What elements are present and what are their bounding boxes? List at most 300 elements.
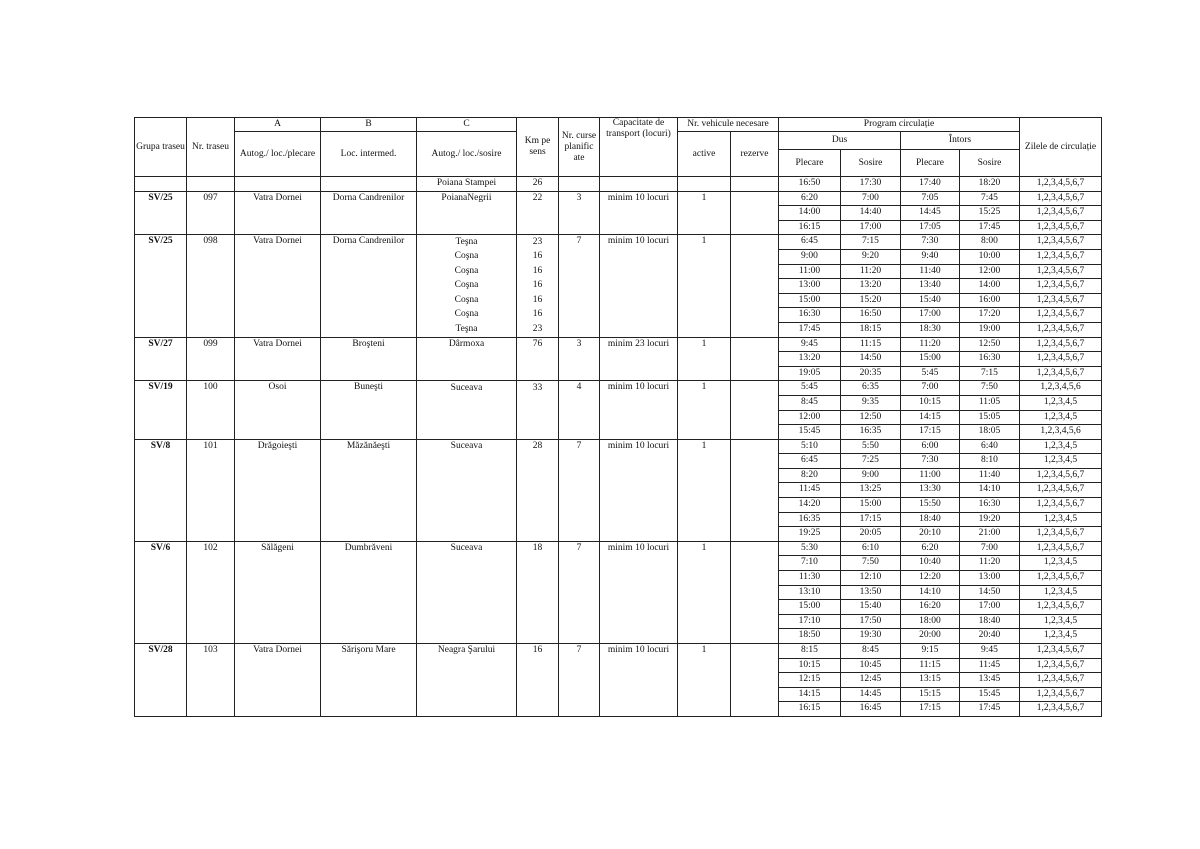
cell-km: 16 [517, 249, 559, 264]
cell-active: 1 [678, 381, 731, 439]
cell-dus-plecare: 5:30 [779, 541, 841, 556]
cell-zile: 1,2,3,4,5,6,7 [1020, 600, 1102, 615]
cell-km [517, 410, 559, 425]
cell-nr-curse: 3 [559, 337, 600, 381]
cell-dus-sosire: 9:20 [841, 249, 901, 264]
cell-dus-sosire: 17:15 [841, 512, 901, 527]
cell-dus-plecare: 12:15 [779, 673, 841, 688]
cell-dus-plecare: 9:45 [779, 337, 841, 352]
cell-intors-plecare: 13:15 [901, 673, 960, 688]
header-intors-sosire: Sosire [960, 150, 1020, 177]
cell-dus-plecare: 17:10 [779, 614, 841, 629]
cell-km: 16 [517, 293, 559, 308]
cell-intors-plecare: 15:40 [901, 293, 960, 308]
cell-loc-plecare: Vatra Dornei [235, 337, 321, 381]
cell-nr-traseu: 100 [187, 381, 235, 439]
cell-zile: 1,2,3,4,5,6,7 [1020, 249, 1102, 264]
header-dus: Dus [779, 132, 901, 150]
cell-km [517, 425, 559, 440]
cell-rezerve [731, 337, 779, 381]
cell-zile: 1,2,3,4,5,6 [1020, 381, 1102, 396]
cell-loc-sosire [417, 410, 517, 425]
cell-intors-sosire: 15:05 [960, 410, 1020, 425]
cell-intors-plecare: 18:30 [901, 322, 960, 337]
cell-zile: 1,2,3,4,5 [1020, 454, 1102, 469]
cell-zile: 1,2,3,4,5,6,7 [1020, 352, 1102, 367]
cell-zile: 1,2,3,4,5 [1020, 395, 1102, 410]
cell-intors-sosire: 7:50 [960, 381, 1020, 396]
cell-intors-sosire: 10:00 [960, 249, 1020, 264]
cell-km [517, 512, 559, 527]
cell-intors-sosire: 8:10 [960, 454, 1020, 469]
cell-km [517, 220, 559, 235]
cell-km: 33 [517, 381, 559, 396]
cell-rezerve [731, 439, 779, 541]
cell-intors-sosire: 16:00 [960, 293, 1020, 308]
cell-intors-sosire: 18:20 [960, 177, 1020, 192]
cell-dus-plecare: 5:10 [779, 439, 841, 454]
cell-km [517, 395, 559, 410]
header-intors-plecare: Plecare [901, 150, 960, 177]
cell-zile: 1,2,3,4,5,6,7 [1020, 702, 1102, 717]
table-body [135, 177, 1102, 717]
schedule-table [134, 117, 1102, 717]
cell-dus-plecare: 14:00 [779, 206, 841, 221]
cell-intors-sosire: 13:00 [960, 571, 1020, 586]
cell-dus-plecare: 6:20 [779, 191, 841, 206]
cell-rezerve [731, 644, 779, 717]
cell-zile: 1,2,3,4,5,6,7 [1020, 468, 1102, 483]
cell-km [517, 498, 559, 513]
cell-dus-plecare: 13:00 [779, 279, 841, 294]
cell-intors-plecare: 13:40 [901, 279, 960, 294]
cell-zile: 1,2,3,4,5,6,7 [1020, 206, 1102, 221]
cell-intors-sosire: 12:50 [960, 337, 1020, 352]
cell-km: 28 [517, 439, 559, 454]
cell-dus-sosire: 10:45 [841, 658, 901, 673]
cell-loc-sosire [417, 571, 517, 586]
cell-km: 16 [517, 308, 559, 323]
cell-loc-sosire: Dârmoxa [417, 337, 517, 352]
cell-dus-sosire: 8:45 [841, 644, 901, 659]
cell-loc-sosire [417, 366, 517, 381]
cell-km [517, 527, 559, 542]
cell-intors-sosire: 9:45 [960, 644, 1020, 659]
cell-intors-sosire: 13:45 [960, 673, 1020, 688]
cell-intors-plecare: 7:05 [901, 191, 960, 206]
cell-intors-sosire: 14:10 [960, 483, 1020, 498]
cell-dus-sosire: 14:50 [841, 352, 901, 367]
cell-loc-plecare: Drăgoieşti [235, 439, 321, 541]
cell-intors-plecare: 17:15 [901, 425, 960, 440]
cell-intors-sosire: 19:00 [960, 322, 1020, 337]
cell-dus-plecare: 16:50 [779, 177, 841, 192]
cell-intors-sosire: 15:25 [960, 206, 1020, 221]
cell-zile: 1,2,3,4,5,6,7 [1020, 658, 1102, 673]
cell-intors-sosire: 17:45 [960, 220, 1020, 235]
cell-zile: 1,2,3,4,5 [1020, 614, 1102, 629]
cell-loc-sosire: Coşna [417, 308, 517, 323]
header-loc-intermed: Loc. intermed. [321, 132, 417, 177]
cell-zile: 1,2,3,4,5,6,7 [1020, 322, 1102, 337]
cell-nr-traseu: 102 [187, 541, 235, 643]
cell-loc-sosire: Teşna [417, 322, 517, 337]
cell-rezerve [731, 235, 779, 337]
cell-intors-plecare: 10:15 [901, 395, 960, 410]
cell-dus-sosire: 16:35 [841, 425, 901, 440]
cell-loc-intermed: Dorna Candrenilor [321, 191, 417, 235]
cell-zile: 1,2,3,4,5,6,7 [1020, 527, 1102, 542]
cell-dus-sosire: 13:50 [841, 585, 901, 600]
cell-dus-sosire: 7:00 [841, 191, 901, 206]
cell-dus-plecare: 11:00 [779, 264, 841, 279]
table-row [135, 191, 1102, 206]
cell-dus-plecare: 8:20 [779, 468, 841, 483]
header-km-pe-sens: Km pe sens [517, 118, 559, 177]
cell-dus-sosire: 12:10 [841, 571, 901, 586]
cell-dus-sosire: 11:20 [841, 264, 901, 279]
cell-intors-plecare: 11:40 [901, 264, 960, 279]
cell-zile: 1,2,3,4,5,6,7 [1020, 366, 1102, 381]
cell-km [517, 454, 559, 469]
cell-loc-intermed: Buneşti [321, 381, 417, 439]
cell-intors-sosire: 17:20 [960, 308, 1020, 323]
cell-loc-plecare: Osoi [235, 381, 321, 439]
cell-km [517, 206, 559, 221]
cell-dus-plecare: 19:05 [779, 366, 841, 381]
cell-dus-plecare: 6:45 [779, 454, 841, 469]
cell-intors-sosire: 14:50 [960, 585, 1020, 600]
cell-zile: 1,2,3,4,5 [1020, 585, 1102, 600]
cell-capacitate: minim 10 locuri [600, 191, 678, 235]
cell-intors-plecare: 17:05 [901, 220, 960, 235]
cell-intors-plecare: 15:00 [901, 352, 960, 367]
cell-nr-traseu: 101 [187, 439, 235, 541]
cell-intors-sosire: 7:15 [960, 366, 1020, 381]
cell-dus-plecare: 16:15 [779, 702, 841, 717]
table-row [135, 235, 1102, 250]
cell-intors-sosire: 7:45 [960, 191, 1020, 206]
cell-intors-plecare: 12:20 [901, 571, 960, 586]
cell-km: 26 [517, 177, 559, 192]
cell-intors-sosire: 11:05 [960, 395, 1020, 410]
header-dus-sosire: Sosire [841, 150, 901, 177]
cell-dus-sosire: 6:10 [841, 541, 901, 556]
cell-nr-curse: 7 [559, 235, 600, 337]
cell-active: 1 [678, 191, 731, 235]
cell-grupa: SV/8 [135, 439, 187, 541]
cell-km: 16 [517, 644, 559, 659]
cell-dus-plecare: 11:45 [779, 483, 841, 498]
cell-dus-plecare: 8:45 [779, 395, 841, 410]
table-row [135, 177, 1102, 192]
cell-capacitate: minim 10 locuri [600, 644, 678, 717]
cell-grupa: SV/25 [135, 235, 187, 337]
cell-intors-plecare: 9:40 [901, 249, 960, 264]
cell-km [517, 687, 559, 702]
cell-intors-plecare: 13:30 [901, 483, 960, 498]
cell-loc-intermed: Broşteni [321, 337, 417, 381]
cell-zile: 1,2,3,4,5,6,7 [1020, 483, 1102, 498]
cell-zile: 1,2,3,4,5,6,7 [1020, 293, 1102, 308]
cell-loc-sosire [417, 614, 517, 629]
cell-intors-plecare: 15:50 [901, 498, 960, 513]
cell-km [517, 614, 559, 629]
cell-intors-plecare: 11:00 [901, 468, 960, 483]
cell-dus-plecare: 11:30 [779, 571, 841, 586]
cell-dus-plecare: 14:20 [779, 498, 841, 513]
cell-dus-sosire: 5:50 [841, 439, 901, 454]
cell-zile: 1,2,3,4,5,6,7 [1020, 235, 1102, 250]
cell-zile: 1,2,3,4,5 [1020, 556, 1102, 571]
cell-dus-plecare: 14:15 [779, 687, 841, 702]
cell-loc-intermed: Măzănăeşti [321, 439, 417, 541]
cell-intors-sosire: 18:05 [960, 425, 1020, 440]
cell-loc-sosire [417, 527, 517, 542]
cell-active: 1 [678, 439, 731, 541]
cell-loc-sosire [417, 556, 517, 571]
cell-dus-plecare: 15:45 [779, 425, 841, 440]
cell-dus-sosire: 12:45 [841, 673, 901, 688]
cell-intors-plecare: 10:40 [901, 556, 960, 571]
cell-dus-plecare: 10:15 [779, 658, 841, 673]
cell-dus-plecare: 18:50 [779, 629, 841, 644]
cell-dus-sosire: 7:50 [841, 556, 901, 571]
cell-capacitate: minim 23 locuri [600, 337, 678, 381]
cell-loc-sosire [417, 395, 517, 410]
table-header [135, 118, 1102, 177]
cell-capacitate: minim 10 locuri [600, 381, 678, 439]
cell-dus-sosire: 9:35 [841, 395, 901, 410]
cell-loc-sosire: Poiana Stampei [417, 177, 517, 192]
cell-loc-sosire [417, 352, 517, 367]
cell-dus-sosire: 20:05 [841, 527, 901, 542]
header-intors: Întors [901, 132, 1020, 150]
cell-dus-plecare: 17:45 [779, 322, 841, 337]
cell-intors-sosire: 7:00 [960, 541, 1020, 556]
cell-intors-sosire: 11:40 [960, 468, 1020, 483]
cell-intors-plecare: 7:30 [901, 235, 960, 250]
header-grupa-traseu: Grupa traseu [135, 118, 187, 177]
cell-dus-sosire: 6:35 [841, 381, 901, 396]
cell-intors-plecare: 11:15 [901, 658, 960, 673]
cell-km: 22 [517, 191, 559, 206]
cell-loc-sosire [417, 658, 517, 673]
cell-km [517, 629, 559, 644]
header-zilele: Zilele de circulație [1020, 118, 1102, 177]
cell-loc-sosire [417, 454, 517, 469]
cell-nr-curse: 4 [559, 381, 600, 439]
cell-loc-sosire [417, 687, 517, 702]
table-row [135, 644, 1102, 659]
cell-dus-sosire: 9:00 [841, 468, 901, 483]
cell-grupa: SV/19 [135, 381, 187, 439]
cell-intors-sosire: 17:45 [960, 702, 1020, 717]
cell-dus-sosire: 17:50 [841, 614, 901, 629]
cell-loc-sosire: Coşna [417, 249, 517, 264]
cell-dus-plecare: 16:15 [779, 220, 841, 235]
cell-dus-plecare: 8:15 [779, 644, 841, 659]
cell-intors-plecare: 14:10 [901, 585, 960, 600]
cell-loc-sosire: Suceava [417, 541, 517, 556]
cell-loc-sosire [417, 673, 517, 688]
header-autog-sosire: Autog./ loc./sosire [417, 132, 517, 177]
cell-km: 18 [517, 541, 559, 556]
cell-rezerve [731, 191, 779, 235]
cell-intors-plecare: 20:10 [901, 527, 960, 542]
cell-intors-sosire: 15:45 [960, 687, 1020, 702]
cell-intors-sosire: 19:20 [960, 512, 1020, 527]
cell-intors-sosire: 16:30 [960, 498, 1020, 513]
cell-loc-sosire: Coşna [417, 264, 517, 279]
cell-loc-sosire [417, 702, 517, 717]
header-nr-vehicule: Nr. vehicule necesare [678, 118, 779, 132]
cell-dus-sosire: 15:00 [841, 498, 901, 513]
header-col-b: B [321, 118, 417, 132]
cell-zile: 1,2,3,4,5,6 [1020, 425, 1102, 440]
cell-nr-curse: 7 [559, 644, 600, 717]
cell-km [517, 673, 559, 688]
cell-intors-sosire: 11:20 [960, 556, 1020, 571]
cell-zile: 1,2,3,4,5,6,7 [1020, 308, 1102, 323]
cell-grupa: SV/25 [135, 191, 187, 235]
cell-dus-sosire: 16:45 [841, 702, 901, 717]
cell-intors-sosire: 8:00 [960, 235, 1020, 250]
cell-nr-curse: 3 [559, 191, 600, 235]
cell-loc-sosire [417, 483, 517, 498]
table-row [135, 381, 1102, 396]
cell-rezerve [731, 381, 779, 439]
cell-loc-sosire: Suceava [417, 439, 517, 454]
cell-km [517, 352, 559, 367]
cell-intors-sosire: 14:00 [960, 279, 1020, 294]
cell-grupa: SV/6 [135, 541, 187, 643]
cell-dus-sosire: 12:50 [841, 410, 901, 425]
cell-zile: 1,2,3,4,5,6,7 [1020, 687, 1102, 702]
cell-loc-sosire [417, 468, 517, 483]
header-nr-traseu: Nr. traseu [187, 118, 235, 177]
cell-km: 23 [517, 235, 559, 250]
cell-km: 76 [517, 337, 559, 352]
cell-zile: 1,2,3,4,5,6,7 [1020, 337, 1102, 352]
cell-active: 1 [678, 541, 731, 643]
cell-loc-sosire [417, 220, 517, 235]
cell-loc-sosire [417, 512, 517, 527]
cell-dus-plecare: 15:00 [779, 293, 841, 308]
cell-zile: 1,2,3,4,5,6,7 [1020, 279, 1102, 294]
header-dus-plecare: Plecare [779, 150, 841, 177]
cell-loc-plecare: Vatra Dornei [235, 235, 321, 337]
cell-intors-plecare: 6:00 [901, 439, 960, 454]
cell-loc-plecare: Vatra Dornei [235, 191, 321, 235]
cell-intors-plecare: 14:45 [901, 206, 960, 221]
cell-zile: 1,2,3,4,5,6,7 [1020, 673, 1102, 688]
cell-active: 1 [678, 337, 731, 381]
cell-km [517, 468, 559, 483]
cell-km: 16 [517, 264, 559, 279]
cell-loc-sosire: Teşna [417, 235, 517, 250]
cell-dus-sosire: 13:25 [841, 483, 901, 498]
cell-loc-sosire: Coşna [417, 293, 517, 308]
header-program: Program circulație [779, 118, 1020, 132]
cell-loc-sosire [417, 585, 517, 600]
cell-zile: 1,2,3,4,5 [1020, 512, 1102, 527]
cell-dus-plecare: 12:00 [779, 410, 841, 425]
cell-grupa: SV/28 [135, 644, 187, 717]
cell-loc-plecare: Vatra Dornei [235, 644, 321, 717]
cell-loc-sosire: PoianaNegrii [417, 191, 517, 206]
cell-nr-traseu: 097 [187, 191, 235, 235]
cell-loc-sosire [417, 629, 517, 644]
cell-capacitate: minim 10 locuri [600, 439, 678, 541]
header-active: active [678, 132, 731, 177]
cell-zile: 1,2,3,4,5,6,7 [1020, 177, 1102, 192]
cell-dus-sosire: 14:40 [841, 206, 901, 221]
header-rezerve: rezerve [731, 132, 779, 177]
cell-km: 23 [517, 322, 559, 337]
cell-rezerve [731, 541, 779, 643]
cell-loc-sosire [417, 498, 517, 513]
table-row [135, 541, 1102, 556]
cell-dus-sosire: 17:00 [841, 220, 901, 235]
cell-intors-plecare: 16:20 [901, 600, 960, 615]
cell-intors-sosire: 16:30 [960, 352, 1020, 367]
cell-loc-sosire [417, 206, 517, 221]
cell-loc-intermed: Sărişoru Mare [321, 644, 417, 717]
cell-dus-plecare: 16:30 [779, 308, 841, 323]
cell-active: 1 [678, 235, 731, 337]
cell-dus-plecare: 7:10 [779, 556, 841, 571]
cell-dus-sosire: 17:30 [841, 177, 901, 192]
cell-loc-sosire: Neagra Şarului [417, 644, 517, 659]
cell-intors-sosire: 11:45 [960, 658, 1020, 673]
cell-loc-sosire: Suceava [417, 381, 517, 396]
cell-dus-sosire: 11:15 [841, 337, 901, 352]
cell-intors-plecare: 6:20 [901, 541, 960, 556]
cell-km [517, 585, 559, 600]
cell-dus-plecare: 16:35 [779, 512, 841, 527]
cell-dus-plecare: 13:20 [779, 352, 841, 367]
cell-loc-sosire: Coşna [417, 279, 517, 294]
cell-intors-plecare: 17:00 [901, 308, 960, 323]
cell-dus-sosire: 7:25 [841, 454, 901, 469]
cell-zile: 1,2,3,4,5,6,7 [1020, 498, 1102, 513]
cell-zile: 1,2,3,4,5,6,7 [1020, 191, 1102, 206]
cell-km: 16 [517, 279, 559, 294]
cell-loc-intermed: Dorna Candrenilor [321, 235, 417, 337]
cell-km [517, 366, 559, 381]
cell-km [517, 702, 559, 717]
cell-dus-sosire: 16:50 [841, 308, 901, 323]
cell-km [517, 600, 559, 615]
cell-intors-plecare: 7:00 [901, 381, 960, 396]
cell-dus-plecare: 15:00 [779, 600, 841, 615]
cell-intors-plecare: 14:15 [901, 410, 960, 425]
header-autog-plecare: Autog./ loc./plecare [235, 132, 321, 177]
cell-zile: 1,2,3,4,5,6,7 [1020, 220, 1102, 235]
cell-dus-sosire: 19:30 [841, 629, 901, 644]
cell-zile: 1,2,3,4,5,6,7 [1020, 644, 1102, 659]
cell-zile: 1,2,3,4,5 [1020, 629, 1102, 644]
header-col-a: A [235, 118, 321, 132]
cell-dus-sosire: 13:20 [841, 279, 901, 294]
cell-intors-plecare: 17:15 [901, 702, 960, 717]
cell-loc-plecare: Sălăgeni [235, 541, 321, 643]
cell-intors-sosire: 12:00 [960, 264, 1020, 279]
cell-zile: 1,2,3,4,5,6,7 [1020, 264, 1102, 279]
cell-intors-plecare: 9:15 [901, 644, 960, 659]
cell-dus-sosire: 14:45 [841, 687, 901, 702]
